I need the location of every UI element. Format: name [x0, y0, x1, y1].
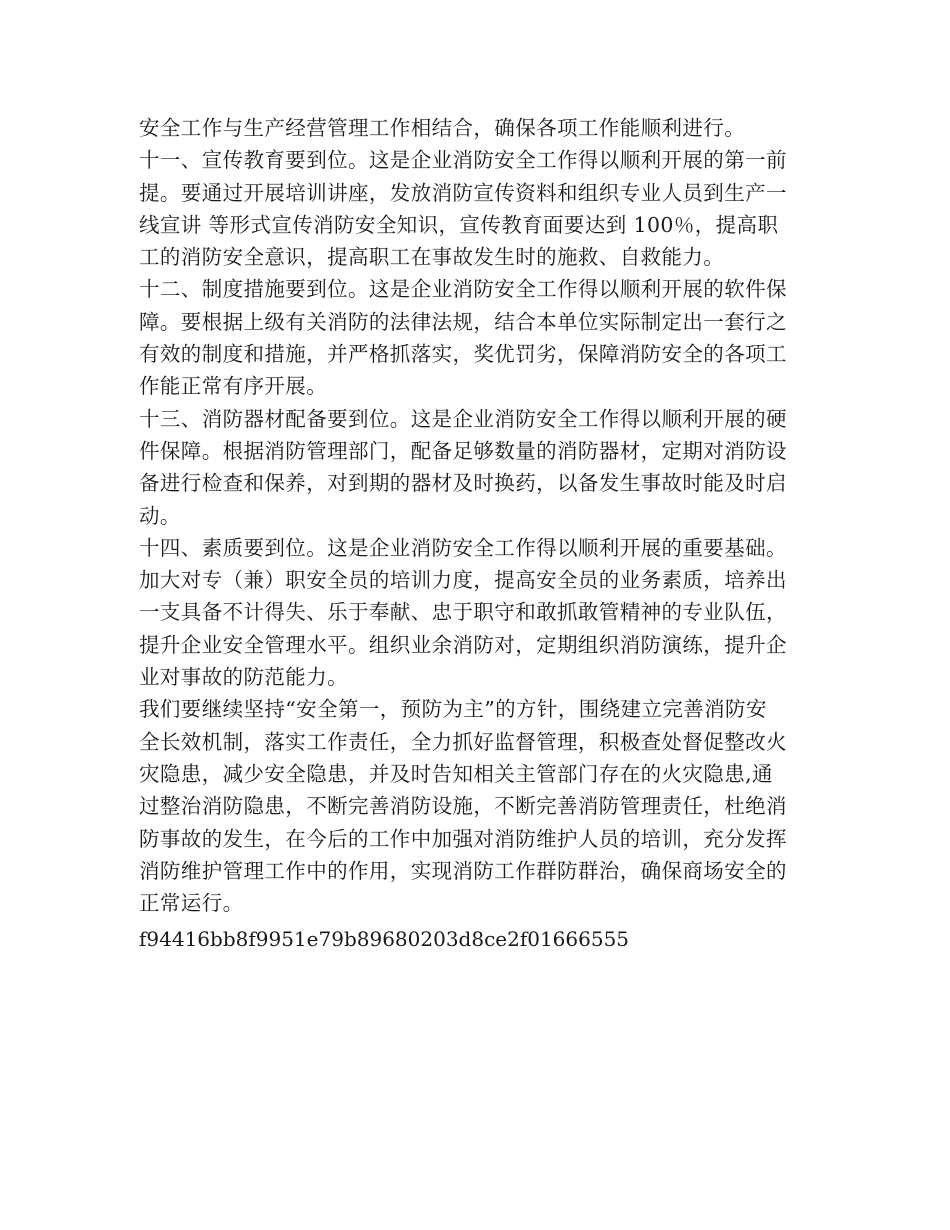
text-line: 有效的制度和措施，并严格抓落实，奖优罚劣，保障消防安全的各项工 — [139, 342, 787, 367]
text-line: 工的消防安全意识，提高职工在事故发生时的施救、自救能力。 — [139, 245, 725, 270]
document-hash: f94416bb8f9951e79b89680203d8ce2f01666555 — [139, 927, 630, 952]
text-line: 消防维护管理工作中的作用，实现消防工作群防群治，确保商场安全的 — [139, 858, 787, 883]
text-line: 防事故的发生，在今后的工作中加强对消防维护人员的培训，充分发挥 — [139, 826, 787, 851]
text-line: 正常运行。 — [139, 891, 244, 916]
text-line: 备进行检查和保养，对到期的器材及时换药，以备发生事故时能及时启 — [139, 471, 787, 496]
text-line: 全长效机制，落实工作责任，全力抓好监督管理，积极查处督促整改火 — [139, 729, 787, 754]
text-line: 灾隐患，减少安全隐患，并及时告知相关主管部门存在的火灾隐患,通 — [139, 761, 773, 786]
text-line: 动。 — [139, 503, 181, 528]
text-line: 过整治消防隐患，不断完善消防设施，不断完善消防管理责任，杜绝消 — [139, 794, 787, 819]
text-line: 十一、宣传教育要到位。这是企业消防安全工作得以顺利开展的第一前 — [139, 148, 787, 173]
document-body — [139, 112, 819, 956]
text-line: 障。要根据上级有关消防的法律法规，结合本单位实际制定出一套行之 — [139, 309, 787, 334]
text-line: 十四、素质要到位。这是企业消防安全工作得以顺利开展的重要基础。 — [139, 535, 787, 560]
text-line: 线宣讲 等形式宣传消防安全知识，宣传教育面要达到 100％，提高职 — [139, 212, 779, 237]
text-line: 提。要通过开展培训讲座，发放消防宣传资料和组织专业人员到生产一 — [139, 180, 787, 205]
text-line: 十三、消防器材配备要到位。这是企业消防安全工作得以顺利开展的硬 — [139, 406, 787, 431]
text-line: 业对事故的防范能力。 — [139, 665, 348, 690]
text-line: 一支具备不计得失、乐于奉献、忠于职守和敢抓敢管精神的专业队伍， — [139, 600, 787, 625]
text-line: 件保障。根据消防管理部门，配备足够数量的消防器材，定期对消防设 — [139, 438, 787, 463]
text-line: 安全工作与生产经营管理工作相结合，确保各项工作能顺利进行。 — [139, 116, 746, 140]
text-line: 我们要继续坚持“安全第一，预防为主”的方针，围绕建立完善消防安 — [139, 697, 767, 722]
text-line: 提升企业安全管理水平。组织业余消防对，定期组织消防演练，提升企 — [139, 632, 787, 657]
text-line: 加大对专（兼）职安全员的培训力度，提高安全员的业务素质，培养出 — [139, 568, 787, 593]
text-line: 作能正常有序开展。 — [139, 374, 328, 399]
text-line: 十二、制度措施要到位。这是企业消防安全工作得以顺利开展的软件保 — [139, 277, 787, 302]
